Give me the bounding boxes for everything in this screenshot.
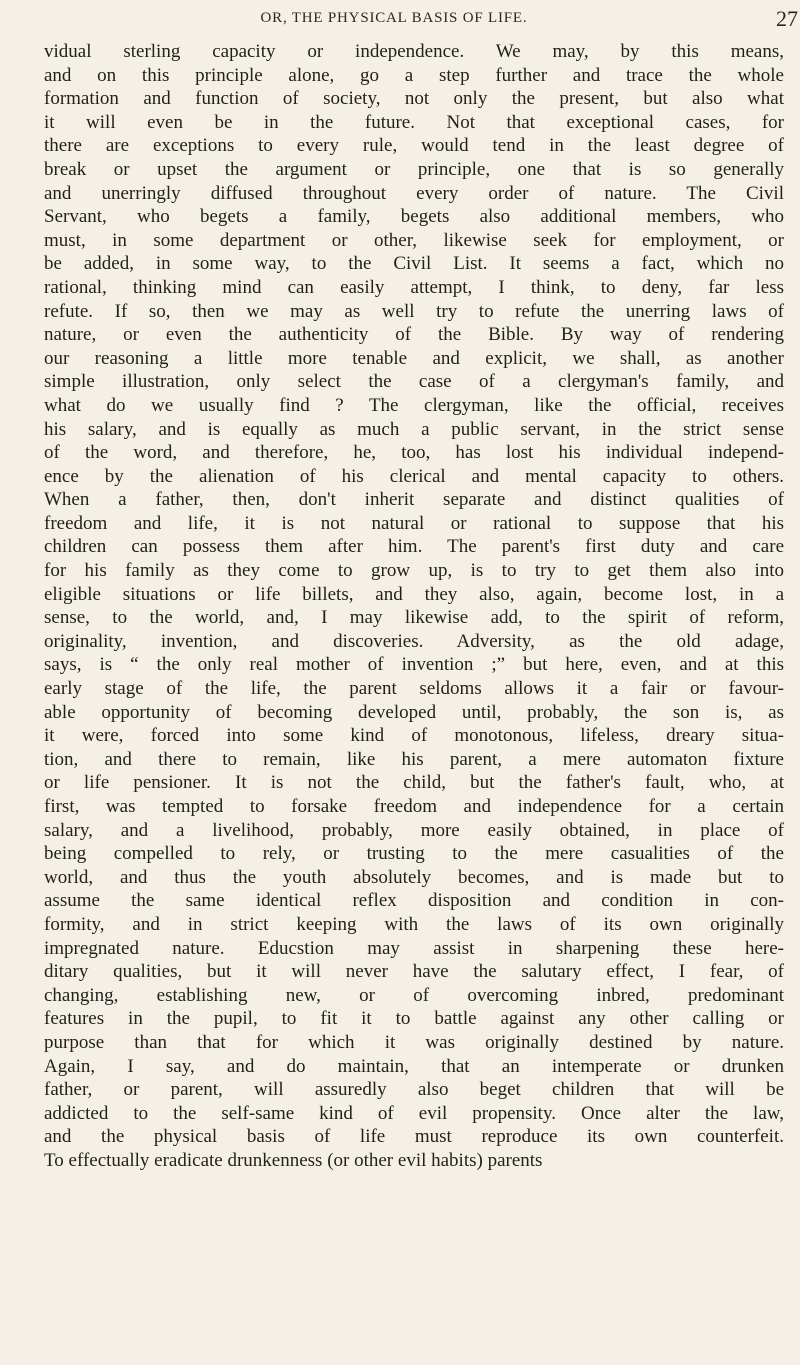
text-line: able opportunity of becoming developed until, probably, the son is, as xyxy=(44,701,784,723)
text-line: ence by the alienation of his clerical and mental capacity to others. xyxy=(44,465,784,487)
text-line: tion, and there to remain, like his parent, a mere automaton fixture xyxy=(44,748,784,770)
text-line: purpose than that for which it was originally destined by nature. xyxy=(44,1031,784,1053)
text-line: Again, I say, and do maintain, that an intemperate or drunken xyxy=(44,1055,784,1077)
text-line: for his family as they come to grow up, is to try to get them also into xyxy=(44,560,784,582)
text-line: world, and thus the youth absolutely becomes, and is made but to xyxy=(44,866,784,888)
page-number: 27 xyxy=(776,6,798,31)
text-line: rational, thinking mind can easily attempt, I think, to deny, far less xyxy=(44,276,784,298)
text-line: formation and function of society, not only the present, but also what xyxy=(44,88,784,110)
text-line: vidual sterling capacity or independence. We may, by this means, xyxy=(44,41,784,62)
text-line: When a father, then, don't inherit separate and distinct qualities of xyxy=(44,489,784,511)
text-line: assume the same identical reflex disposition and condition in con- xyxy=(44,890,784,912)
text-line: nature, or even the authenticity of the Bible. By way of rendering xyxy=(44,324,784,346)
text-line: there are exceptions to every rule, would tend in the least degree of xyxy=(44,135,784,157)
text-line: it will even be in the future. Not that exceptional cases, for xyxy=(44,111,784,133)
body-text xyxy=(44,40,784,1173)
text-line: originality, invention, and discoveries. Adversity, as the old adage, xyxy=(44,630,784,652)
text-line: salary, and a livelihood, probably, more easily obtained, in place of xyxy=(44,819,784,841)
text-line: be added, in some way, to the Civil List. It seems a fact, which no xyxy=(44,253,784,275)
text-line: father, or parent, will assuredly also beget children that will be xyxy=(44,1079,784,1101)
text-line: freedom and life, it is not natural or rational to suppose that his xyxy=(44,512,784,534)
text-line: it were, forced into some kind of monotonous, lifeless, dreary situa- xyxy=(44,725,784,747)
text-line: impregnated nature. Educstion may assist in sharpening these here- xyxy=(44,937,784,959)
text-line: Servant, who begets a family, begets also additional members, who xyxy=(44,206,784,228)
page-header xyxy=(50,6,798,32)
text-line: features in the pupil, to fit it to battle against any other calling or xyxy=(44,1008,784,1030)
text-line: formity, and in strict keeping with the laws of its own originally xyxy=(44,913,784,935)
text-line: eligible situations or life billets, and they also, again, become lost, in a xyxy=(44,583,784,605)
text-line: and the physical basis of life must reproduce its own counterfeit. xyxy=(44,1126,784,1148)
text-line: and unerringly diffused throughout every order of nature. The Civil xyxy=(44,182,784,204)
text-line: says, is “ the only real mother of invention ;” but here, even, and at this xyxy=(44,654,784,676)
text-line: children can possess them after him. The parent's first duty and care xyxy=(44,536,784,558)
text-line: and on this principle alone, go a step further and trace the whole xyxy=(44,64,784,86)
text-line: first, was tempted to forsake freedom and independence for a certain xyxy=(44,796,784,817)
text-line: ditary qualities, but it will never have the salutary effect, I fear, of xyxy=(44,961,784,983)
text-line: our reasoning a little more tenable and explicit, we shall, as another xyxy=(44,347,784,369)
text-line: early stage of the life, the parent seldoms allows it a fair or favour- xyxy=(44,678,784,700)
running-head: OR, THE PHYSICAL BASIS OF LIFE. xyxy=(260,10,528,26)
text-line: or life pensioner. It is not the child, but the father's fault, who, at xyxy=(44,772,784,794)
text-line: break or upset the argument or principle, one that is so generally xyxy=(44,158,784,180)
text-line: being compelled to rely, or trusting to the mere casualities of the xyxy=(44,843,784,865)
text-line: changing, establishing new, or of overcoming inbred, predominant xyxy=(44,984,784,1006)
text-line: what do we usually find ? The clergyman, like the official, receives xyxy=(44,394,784,416)
text-line: simple illustration, only select the case of a clergyman's family, and xyxy=(44,371,784,393)
text-line: addicted to the self-same kind of evil propensity. Once alter the law, xyxy=(44,1102,784,1124)
text-line: sense, to the world, and, I may likewise add, to the spirit of reform, xyxy=(44,607,784,629)
text-line: of the word, and therefore, he, too, has lost his individual independ- xyxy=(44,442,784,464)
text-line: refute. If so, then we may as well try to refute the unerring laws of xyxy=(44,300,784,322)
text-line: must, in some department or other, likewise seek for employment, or xyxy=(44,229,784,251)
text-line: To effectually eradicate drunkenness (or other evil habits) parents xyxy=(44,1149,543,1171)
text-line: his salary, and is equally as much a public servant, in the strict sense xyxy=(44,418,784,440)
